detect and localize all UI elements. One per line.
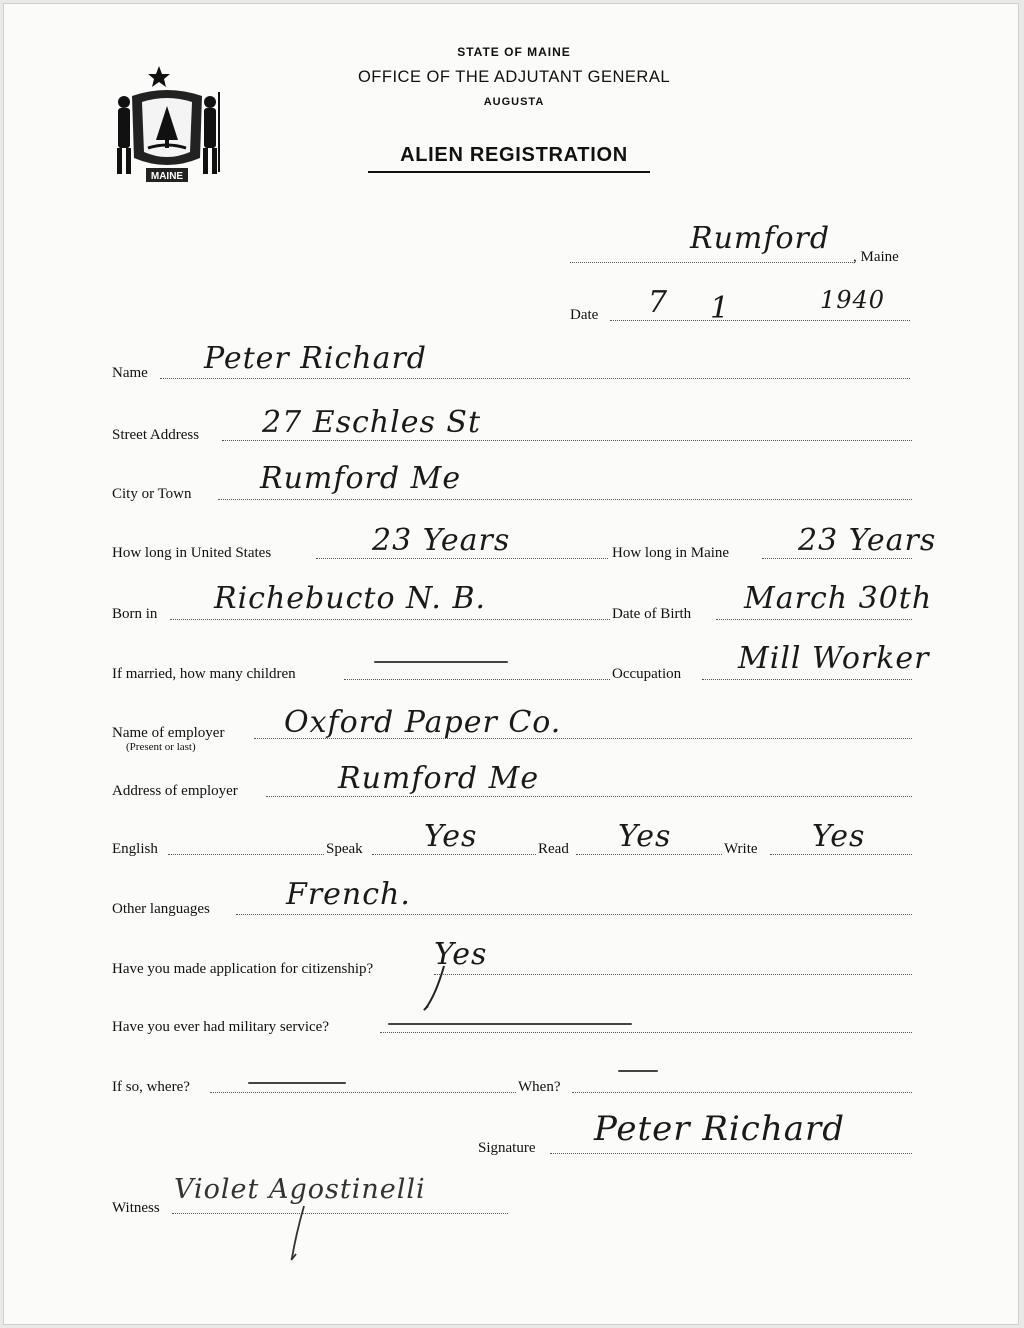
english-label: English xyxy=(112,841,158,857)
name-value: Peter Richard xyxy=(204,341,428,376)
city-line xyxy=(218,499,912,500)
when-label: When? xyxy=(518,1079,561,1095)
signature-label: Signature xyxy=(478,1140,536,1156)
where-dash xyxy=(248,1082,346,1084)
military-label: Have you ever had military service? xyxy=(112,1019,329,1035)
employer-addr-value: Rumford Me xyxy=(338,761,540,796)
signature-value: Peter Richard xyxy=(594,1109,846,1149)
dob-label: Date of Birth xyxy=(612,606,692,622)
occupation-line xyxy=(702,679,912,680)
employer-label: Name of employer xyxy=(112,725,225,741)
city-label: City or Town xyxy=(112,486,192,502)
other-lang-label: Other languages xyxy=(112,901,210,917)
speak-line xyxy=(372,854,536,855)
employer-addr-line xyxy=(266,796,912,797)
title-underline xyxy=(368,171,650,173)
occupation-label: Occupation xyxy=(612,666,682,682)
street-label: Street Address xyxy=(112,427,200,443)
witness-value: Violet Agostinelli xyxy=(174,1174,426,1205)
witness-label: Witness xyxy=(112,1200,160,1216)
date-month-value: 7 xyxy=(648,285,669,320)
date-day-value: 1 xyxy=(710,291,731,326)
other-lang-value: French. xyxy=(286,877,411,912)
us-long-value: 23 Years xyxy=(372,523,511,558)
office-heading: OFFICE OF THE ADJUTANT GENERAL xyxy=(357,68,671,86)
city-heading: AUGUSTA xyxy=(483,96,545,108)
town-line xyxy=(570,262,855,263)
date-line xyxy=(610,320,910,321)
maine-long-line xyxy=(762,558,912,559)
town-value: Rumford xyxy=(690,221,831,256)
form-title: ALIEN REGISTRATION xyxy=(400,144,628,166)
dob-value: March 30th xyxy=(744,581,933,616)
maine-long-label: How long in Maine xyxy=(612,545,730,561)
children-line xyxy=(344,679,610,680)
military-dash xyxy=(388,1023,632,1025)
name-line xyxy=(160,378,910,379)
where-line xyxy=(210,1092,516,1093)
state-heading: STATE OF MAINE xyxy=(457,45,571,59)
employer-addr-label: Address of employer xyxy=(112,783,238,799)
citizenship-label: Have you made application for citizenship? xyxy=(112,961,374,977)
citizenship-flourish xyxy=(414,964,454,1014)
us-long-label: How long in United States xyxy=(112,545,272,561)
dob-line xyxy=(716,619,912,620)
military-line xyxy=(380,1032,912,1033)
signature-line xyxy=(550,1153,912,1154)
when-line xyxy=(572,1092,912,1093)
witness-flourish xyxy=(284,1204,314,1264)
employer-value: Oxford Paper Co. xyxy=(284,705,562,740)
employer-note: (Present or last) xyxy=(126,741,196,753)
when-dash xyxy=(618,1070,658,1072)
maine-long-value: 23 Years xyxy=(798,523,937,558)
street-value: 27 Eschles St xyxy=(262,405,482,440)
read-line xyxy=(576,854,722,855)
children-dash xyxy=(374,661,508,663)
citizenship-line xyxy=(434,974,912,975)
city-value: Rumford Me xyxy=(260,461,462,496)
born-label: Born in xyxy=(112,606,158,622)
seal-motto-text: MAINE xyxy=(150,171,184,182)
citizenship-value: Yes xyxy=(434,937,488,972)
us-long-line xyxy=(316,558,608,559)
write-line xyxy=(770,854,912,855)
born-line xyxy=(170,619,610,620)
children-label: If married, how many children xyxy=(112,666,296,682)
english-line xyxy=(168,854,324,855)
other-lang-line xyxy=(236,914,912,915)
write-value: Yes xyxy=(812,819,866,854)
read-value: Yes xyxy=(618,819,672,854)
registration-form xyxy=(3,3,1019,1325)
born-value: Richebucto N. B. xyxy=(214,581,487,616)
street-line xyxy=(222,440,912,441)
speak-value: Yes xyxy=(424,819,478,854)
date-label: Date xyxy=(570,307,599,323)
write-label: Write xyxy=(724,841,758,857)
date-year-value: 1940 xyxy=(820,286,886,314)
read-label: Read xyxy=(538,841,569,857)
speak-label: Speak xyxy=(326,841,363,857)
maine-label: , Maine xyxy=(853,249,899,265)
state-seal-icon xyxy=(112,62,222,190)
where-label: If so, where? xyxy=(112,1079,190,1095)
occupation-value: Mill Worker xyxy=(738,641,930,676)
name-label: Name xyxy=(112,365,148,381)
witness-line xyxy=(172,1213,508,1214)
